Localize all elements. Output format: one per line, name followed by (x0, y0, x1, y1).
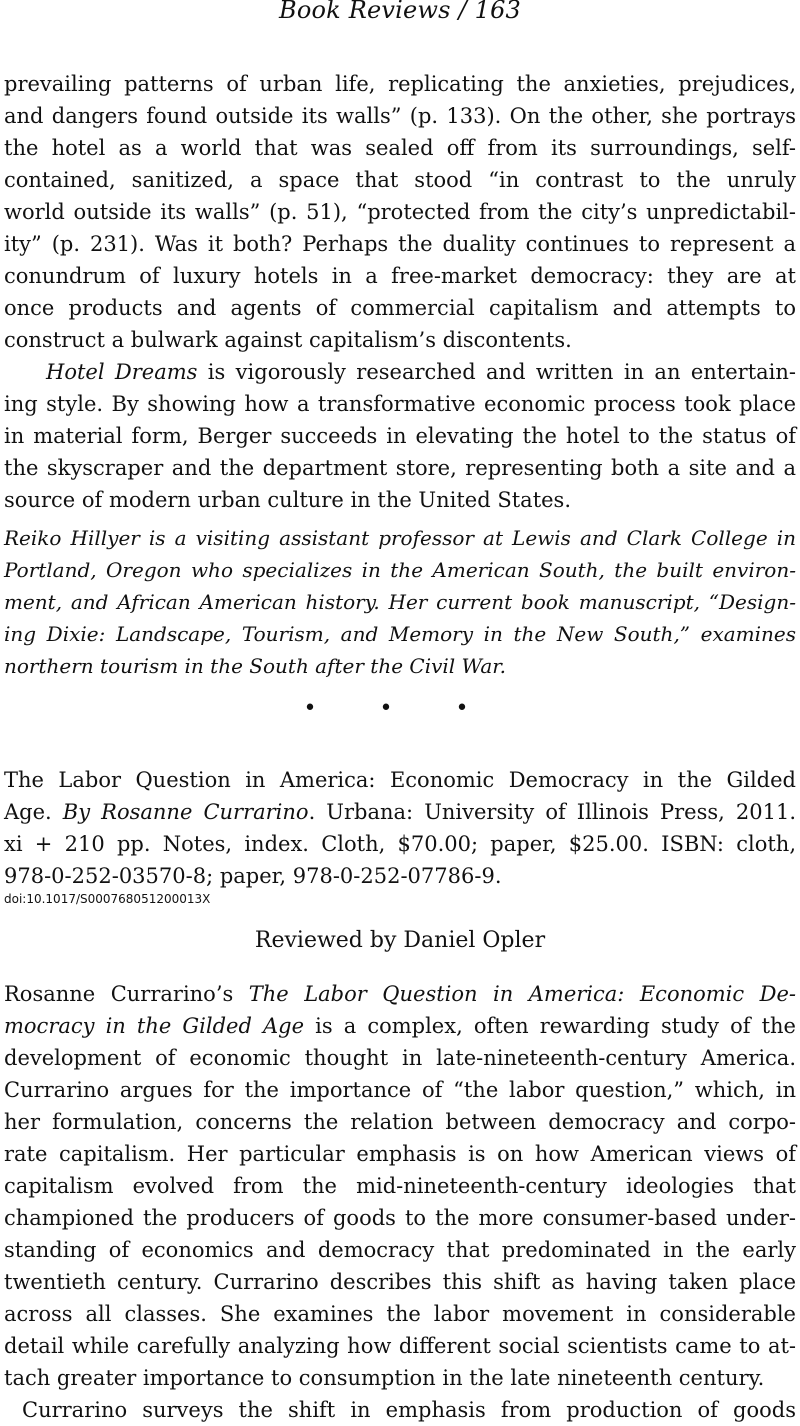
reviewer-bio-line: ing Dixie: Landscape, Tourism, and Memory in the New South,” examines (4, 622, 796, 646)
body-text-line (4, 978, 796, 1010)
body-text-line: her formulation, concerns the relation between democracy and corpo- (4, 1110, 796, 1134)
citation-text: Age. (4, 800, 63, 824)
body-text-line: tach greater importance to consumption in the late nineteenth century. (4, 1366, 765, 1390)
citation-line: The Labor Question in America: Economic Democracy in the Gilded (4, 768, 796, 792)
reviewer-bio-line: Portland, Oregon who specializes in the American South, the built environ- (4, 558, 796, 582)
body-text-line: championed the producers of goods to the more consumer-based under- (4, 1206, 796, 1230)
body-text-line: the hotel as a world that was sealed off from its surroundings, self- (4, 136, 796, 160)
body-text-line: source of modern urban culture in the United States. (4, 488, 572, 512)
body-text-line: Currarino argues for the importance of “the labor question,” which, in (4, 1078, 796, 1102)
section-separator: • • • (303, 696, 497, 721)
body-text-line: standing of economics and democracy that predominated in the early (4, 1238, 796, 1262)
body-text-line: construct a bulwark against capitalism’s discontents. (4, 328, 572, 352)
body-text-line: conundrum of luxury hotels in a free-market democracy: they are at (4, 264, 796, 288)
body-text-line: rate capitalism. Her particular emphasis is on how American views of (4, 1142, 796, 1166)
body-text-line: in material form, Berger succeeds in elevating the hotel to the status of (4, 424, 796, 448)
citation-text: . Urbana: University of Illinois Press, 2011. (308, 800, 796, 824)
body-text-line: the skyscraper and the department store, representing both a site and a (4, 456, 796, 480)
book-title: Hotel Dreams (46, 360, 198, 384)
body-text-line: detail while carefully analyzing how different social scientists came to at- (4, 1334, 796, 1358)
author-name: By Rosanne Currarino (62, 800, 309, 824)
body-text-line: once products and agents of commercial capitalism and attempts to (4, 296, 796, 320)
body-text-line: across all classes. She examines the labor movement in considerable (4, 1302, 796, 1326)
body-text-line (46, 356, 796, 388)
body-text-line (4, 1010, 796, 1042)
body-text-line: contained, sanitized, a space that stood “in contrast to the unruly (4, 168, 796, 192)
citation-line (4, 796, 796, 828)
body-text-line: Currarino surveys the shift in emphasis from production of goods (22, 1398, 796, 1422)
body-text-line: ity” (p. 231). Was it both? Perhaps the duality continues to represent a (4, 232, 796, 256)
body-text: is a complex, often rewarding study of the (304, 1014, 796, 1038)
body-text-line: ing style. By showing how a transformative economic process took place (4, 392, 796, 416)
body-text: is vigorously researched and written in an entertain- (197, 360, 797, 384)
citation-line: 978-0-252-03570-8; paper, 978-0-252-07786-9. (4, 864, 502, 888)
reviewer-bio-line: Reiko Hillyer is a visiting assistant professor at Lewis and Clark College in (4, 526, 796, 550)
doi-link[interactable]: doi:10.1017/S000768051200013X (4, 892, 211, 906)
running-head: Book Reviews / 163 (278, 0, 522, 24)
book-title: mocracy in the Gilded Age (4, 1014, 305, 1038)
citation-line: xi + 210 pp. Notes, index. Cloth, $70.00; paper, $25.00. ISBN: cloth, (4, 832, 796, 856)
body-text-line: prevailing patterns of urban life, replicating the anxieties, prejudices, (4, 72, 796, 96)
reviewer-bio-line: ment, and African American history. Her current book manuscript, “Design- (4, 590, 796, 614)
book-title: The Labor Question in America: Economic De- (248, 982, 796, 1006)
reviewed-by: Reviewed by Daniel Opler (254, 928, 546, 953)
body-text-line: development of economic thought in late-nineteenth-century America. (4, 1046, 796, 1070)
body-text: Rosanne Currarino’s (4, 982, 249, 1006)
body-text-line: and dangers found outside its walls” (p. 133). On the other, she portrays (4, 104, 796, 128)
body-text-line: world outside its walls” (p. 51), “protected from the city’s unpredictabil- (4, 200, 796, 224)
reviewer-bio-line: northern tourism in the South after the Civil War. (4, 654, 507, 678)
body-text-line: twentieth century. Currarino describes this shift as having taken place (4, 1270, 796, 1294)
body-text-line: capitalism evolved from the mid-nineteenth-century ideologies that (4, 1174, 796, 1198)
